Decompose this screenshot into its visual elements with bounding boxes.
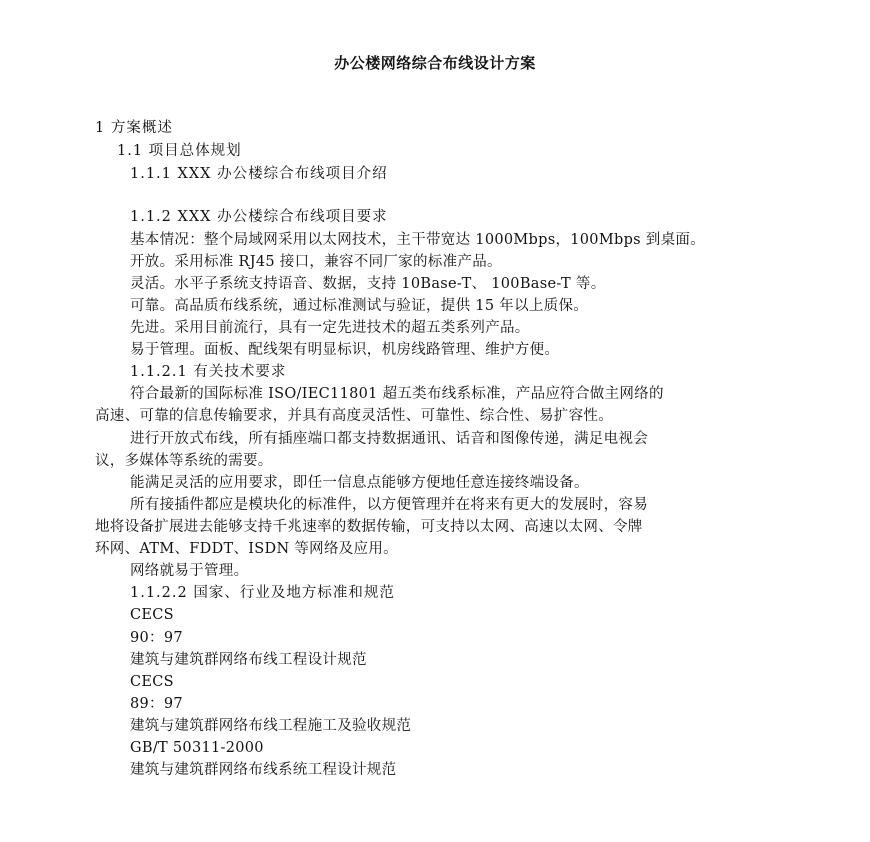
paragraph-line: 所有接插件都应是模块化的标准件，以方便管理并在将来有更大的发展时，容易 <box>130 497 648 513</box>
heading-1-1: 1.1 项目总体规划 <box>117 143 242 159</box>
paragraph-line: 议，多媒体等系统的需要。 <box>95 453 273 469</box>
document-title: 办公楼网络综合布线设计方案 <box>334 54 536 72</box>
paragraph-line: 可靠。高品质布线系统，通过标准测试与验证，提供 15 年以上质保。 <box>130 298 589 314</box>
heading-1-1-2: 1.1.2 XXX 办公楼综合布线项目要求 <box>130 209 388 225</box>
paragraph-line: 网络就易于管理。 <box>130 563 249 579</box>
paragraph-line: 灵活。水平子系统支持语音、数据，支持 10Base-T、 100Base-T 等。 <box>130 276 606 292</box>
heading-1: 1 方案概述 <box>95 120 173 136</box>
standard-code: CECS <box>130 607 174 623</box>
paragraph-line: 地将设备扩展进去能够支持千兆速率的数据传输，可支持以太网、高速以太网、令牌 <box>95 519 643 535</box>
paragraph-line: 基本情况：整个局域网采用以太网技术，主干带宽达 1000Mbps，100Mbps 到桌面。 <box>130 232 705 248</box>
paragraph-line: 环网、ATM、FDDT、ISDN 等网络及应用。 <box>95 541 398 557</box>
paragraph-line: 先进。采用目前流行，具有一定先进技术的超五类系列产品。 <box>130 320 530 336</box>
heading-1-1-2-2: 1.1.2.2 国家、行业及地方标准和规范 <box>130 585 395 601</box>
standard-title: 建筑与建筑群网络布线工程设计规范 <box>130 652 367 668</box>
paragraph-line: 能满足灵活的应用要求，即任一信息点能够方便地任意连接终端设备。 <box>130 475 589 491</box>
heading-1-1-2-1: 1.1.2.1 有关技术要求 <box>130 364 287 380</box>
standard-number: 89：97 <box>130 696 183 712</box>
paragraph-line: 高速、可靠的信息传输要求，并具有高度灵活性、可靠性、综合性、易扩容性。 <box>95 408 613 424</box>
paragraph-line: 开放。采用标准 RJ45 接口，兼容不同厂家的标准产品。 <box>130 254 502 270</box>
standard-code: GB/T 50311-2000 <box>130 740 264 756</box>
standard-title: 建筑与建筑群网络布线系统工程设计规范 <box>130 762 397 778</box>
paragraph-line: 进行开放式布线，所有插座端口都支持数据通讯、话音和图像传递，满足电视会 <box>130 431 648 447</box>
standard-code: CECS <box>130 674 174 690</box>
paragraph-line: 易于管理。面板、配线架有明显标识，机房线路管理、维护方便。 <box>130 342 560 358</box>
standard-title: 建筑与建筑群网络布线工程施工及验收规范 <box>130 718 412 734</box>
heading-1-1-1: 1.1.1 XXX 办公楼综合布线项目介绍 <box>130 166 388 182</box>
paragraph-line: 符合最新的国际标准 ISO/IEC11801 超五类布线系标准，产品应符合做主网络的 <box>130 386 664 402</box>
standard-number: 90：97 <box>130 630 183 646</box>
